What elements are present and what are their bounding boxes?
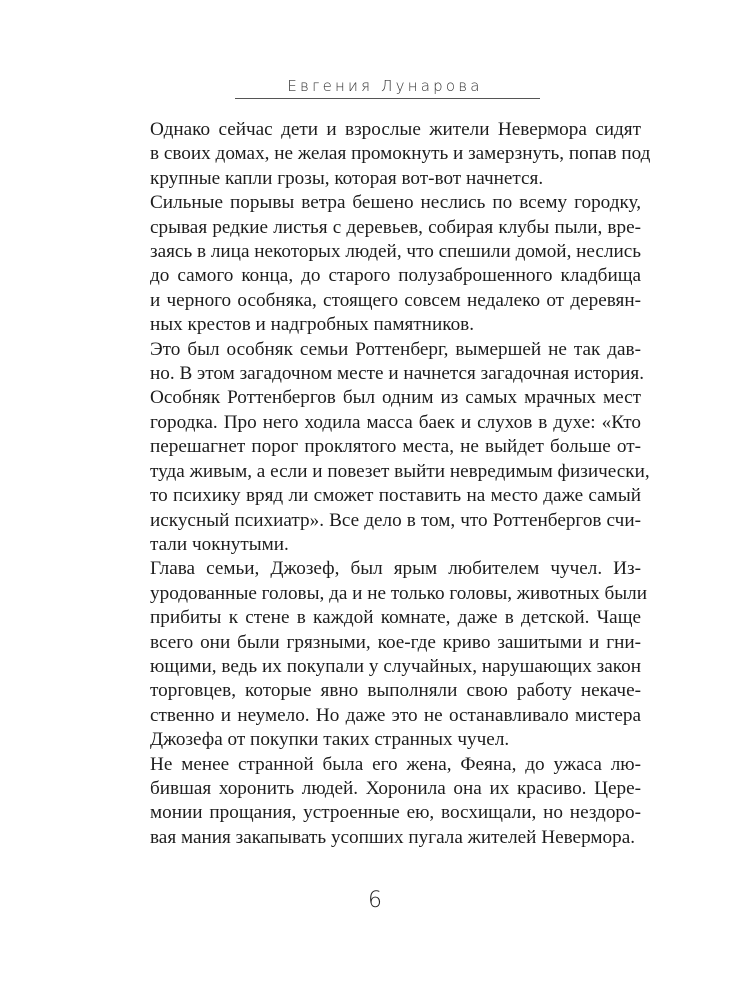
text-line: ющими, ведь их покупали у случайных, нарушающих закон — [150, 655, 641, 677]
text-line: вая мания закапывать усопших пугала жителей Невермора. — [150, 826, 636, 848]
text-line: Однако сейчас дети и взрослые жители Невермора сидят — [150, 119, 641, 140]
text-line: перешагнет порог проклятого места, не выйдет больше от- — [150, 436, 641, 458]
text-line: уродованные головы, да и не только головы, животных были — [150, 582, 648, 604]
paragraph — [116, 753, 641, 851]
text-line: торговцев, которые явно выполняли свою работу некаче- — [150, 680, 641, 702]
text-line: но. В этом загадочном месте и начнется загадочная история. — [150, 363, 645, 385]
text-line: заясь в лица некоторых людей, что спешили домой, неслись — [150, 241, 642, 263]
text-line: ственно и неумело. Но даже это не останавливало мистера — [150, 704, 641, 726]
text-line: туда живым, а если и повезет выйти невредимым физически, — [150, 460, 650, 482]
paragraph — [116, 557, 648, 752]
paragraph — [116, 118, 651, 191]
text-line: до самого конца, до старого полузаброшенного кладбища — [150, 265, 641, 287]
paragraph — [116, 338, 645, 387]
text-line: искусный психиатр». Все дело в том, что Роттенбергов счи- — [150, 509, 641, 531]
text-line: городка. Про него ходила масса баек и слухов в духе: «Кто — [150, 411, 641, 433]
page-number: 6 — [368, 888, 382, 913]
text-line: Сильные порывы ветра бешено неслись по всему городку, — [150, 192, 641, 214]
body-text — [116, 118, 651, 850]
running-head-author: Евгения Лунарова — [287, 77, 483, 95]
text-line: прибиты к стене в каждой комнате, даже в детской. Чаще — [150, 607, 641, 629]
text-line: бившая хоронить людей. Хоронила она их красиво. Цере- — [150, 777, 641, 799]
text-line: тали чокнутыми. — [150, 533, 289, 555]
text-line: монии прощания, устроенные ею, восхищали, но нездоро- — [150, 802, 641, 824]
text-line: Особняк Роттенбергов был одним из самых мрачных мест — [150, 387, 641, 409]
text-line: то психику вряд ли сможет поставить на место даже самый — [150, 485, 641, 507]
text-line: всего они были грязными, кое-где криво зашитыми и гни- — [150, 631, 641, 653]
running-head-rule — [235, 98, 540, 99]
text-line: ных крестов и надгробных памятников. — [150, 314, 475, 336]
paragraph — [116, 191, 641, 337]
paragraph — [116, 386, 650, 557]
text-line: Джозефа от покупки таких странных чучел. — [150, 729, 510, 751]
text-line: крупные капли грозы, которая вот-вот начнется. — [150, 167, 544, 189]
text-line: Глава семьи, Джозеф, был ярым любителем чучел. Из- — [150, 558, 641, 580]
text-line: срывая редкие листья с деревьев, собирая клубы пыли, вре- — [150, 216, 641, 238]
text-line: в своих домах, не желая промокнуть и замерзнуть, попав под — [150, 143, 651, 165]
text-line: Не менее странной была его жена, Феяна, до ужаса лю- — [150, 753, 641, 775]
text-line: и черного особняка, стоящего совсем недалеко от деревян- — [150, 289, 641, 311]
text-line: Это был особняк семьи Роттенберг, вымершей не так дав- — [150, 338, 641, 360]
